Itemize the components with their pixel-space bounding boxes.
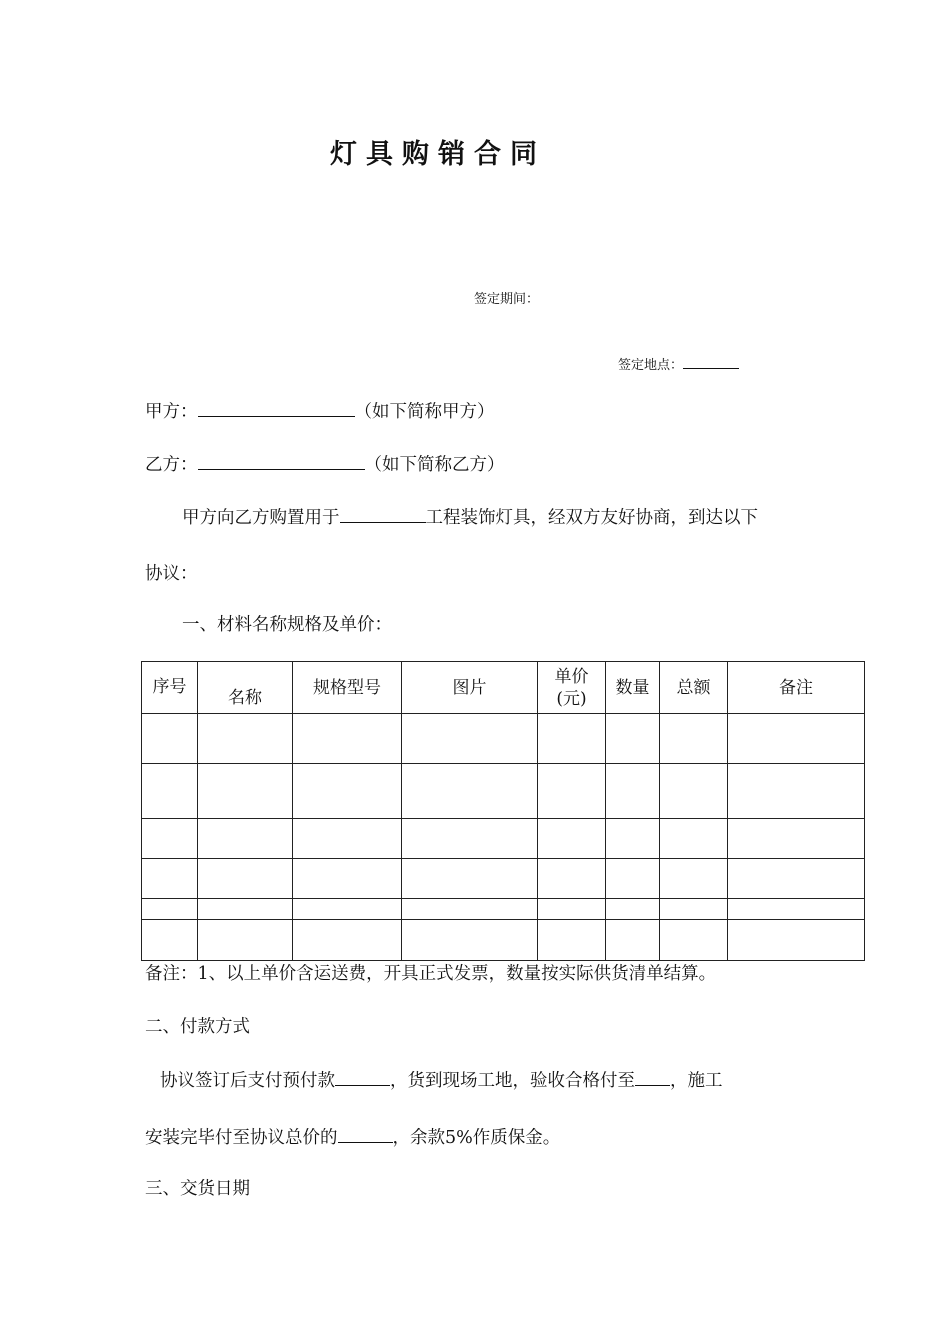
payment-line-2 [145, 1124, 560, 1150]
intro-text-2: 工程装饰灯具，经双方友好协商，到达以下 [425, 508, 758, 528]
payment-text-3: ，施工 [670, 1071, 723, 1091]
cell[interactable] [402, 859, 538, 899]
cell[interactable] [660, 859, 728, 899]
cell[interactable] [728, 764, 865, 819]
cell[interactable] [538, 764, 606, 819]
cell[interactable] [142, 899, 198, 920]
cell[interactable] [538, 920, 606, 961]
materials-table [141, 661, 865, 961]
section3-heading: 三、交货日期 [145, 1179, 250, 1199]
cell[interactable] [402, 819, 538, 859]
project-name-blank[interactable] [340, 504, 426, 523]
sign-period-label: 签定期间： [474, 292, 540, 307]
col-unit-price-line1: 单价 [554, 666, 589, 687]
col-remark: 备注 [728, 662, 865, 714]
party-a-suffix: （如下简称甲方） [354, 402, 495, 422]
cell[interactable] [402, 920, 538, 961]
cell[interactable] [198, 920, 293, 961]
cell[interactable] [538, 899, 606, 920]
cell[interactable] [142, 920, 198, 961]
cell[interactable] [198, 899, 293, 920]
intro-text-1: 甲方向乙方购置用于 [182, 508, 340, 528]
cell[interactable] [728, 920, 865, 961]
cell[interactable] [660, 714, 728, 764]
col-unit-price-line2: (元) [556, 688, 587, 709]
cell[interactable] [660, 819, 728, 859]
table-row [142, 920, 865, 961]
acceptance-payment-blank[interactable] [635, 1067, 670, 1086]
col-unit-price [538, 662, 606, 714]
table-row [142, 714, 865, 764]
cell[interactable] [728, 714, 865, 764]
cell[interactable] [728, 819, 865, 859]
payment-line-1 [160, 1067, 723, 1093]
section1-heading: 一、材料名称规格及单价： [182, 615, 392, 635]
cell[interactable] [293, 714, 402, 764]
col-name: 名称 [198, 662, 293, 714]
prepayment-blank[interactable] [335, 1067, 390, 1086]
cell[interactable] [142, 859, 198, 899]
party-a-label: 甲方： [145, 402, 198, 422]
intro-line [182, 504, 758, 530]
cell[interactable] [402, 764, 538, 819]
party-b-blank[interactable] [198, 451, 365, 470]
cell[interactable] [606, 899, 660, 920]
cell[interactable] [606, 819, 660, 859]
party-b-suffix: （如下简称乙方） [364, 455, 505, 475]
sign-period [474, 288, 539, 307]
cell[interactable] [293, 764, 402, 819]
cell[interactable] [538, 859, 606, 899]
cell[interactable] [198, 764, 293, 819]
cell[interactable] [293, 819, 402, 859]
table-row [142, 819, 865, 859]
cell[interactable] [402, 714, 538, 764]
col-total: 总额 [660, 662, 728, 714]
cell[interactable] [660, 920, 728, 961]
col-spec: 规格型号 [293, 662, 402, 714]
col-quantity: 数量 [606, 662, 660, 714]
installation-payment-blank[interactable] [338, 1124, 393, 1143]
table-note: 备注：1、以上单价含运送费，开具正式发票，数量按实际供货清单结算。 [145, 964, 717, 984]
cell[interactable] [606, 714, 660, 764]
cell[interactable] [660, 764, 728, 819]
cell[interactable] [606, 764, 660, 819]
payment-text-5: ，余款5%作质保金。 [392, 1128, 561, 1148]
cell[interactable] [728, 859, 865, 899]
payment-text-1: 协议签订后支付预付款 [160, 1071, 335, 1091]
cell[interactable] [402, 899, 538, 920]
cell[interactable] [293, 859, 402, 899]
payment-text-2: ，货到现场工地，验收合格付至 [390, 1071, 635, 1091]
sign-place [618, 354, 739, 373]
party-a-line [145, 398, 495, 424]
cell[interactable] [142, 819, 198, 859]
cell[interactable] [538, 714, 606, 764]
cell[interactable] [142, 764, 198, 819]
contract-title: 灯具购销合同 [330, 139, 546, 170]
sign-place-label: 签定地点： [618, 358, 684, 373]
table-row [142, 764, 865, 819]
sign-place-blank[interactable] [683, 354, 739, 369]
table-row [142, 859, 865, 899]
table-header-row [142, 662, 865, 714]
cell[interactable] [198, 859, 293, 899]
cell[interactable] [538, 819, 606, 859]
cell[interactable] [660, 899, 728, 920]
cell[interactable] [198, 819, 293, 859]
cell[interactable] [198, 714, 293, 764]
party-b-label: 乙方： [145, 455, 198, 475]
payment-text-4: 安装完毕付至协议总价的 [145, 1128, 338, 1148]
party-b-line [145, 451, 505, 477]
cell[interactable] [142, 714, 198, 764]
col-image: 图片 [402, 662, 538, 714]
section2-heading: 二、付款方式 [145, 1017, 250, 1037]
table-row [142, 899, 865, 920]
cell[interactable] [606, 859, 660, 899]
cell[interactable] [293, 920, 402, 961]
party-a-blank[interactable] [198, 398, 355, 417]
col-seq: 序号 [142, 662, 198, 714]
cell[interactable] [728, 899, 865, 920]
cell[interactable] [606, 920, 660, 961]
cell[interactable] [293, 899, 402, 920]
intro-line-2: 协议： [145, 564, 198, 584]
